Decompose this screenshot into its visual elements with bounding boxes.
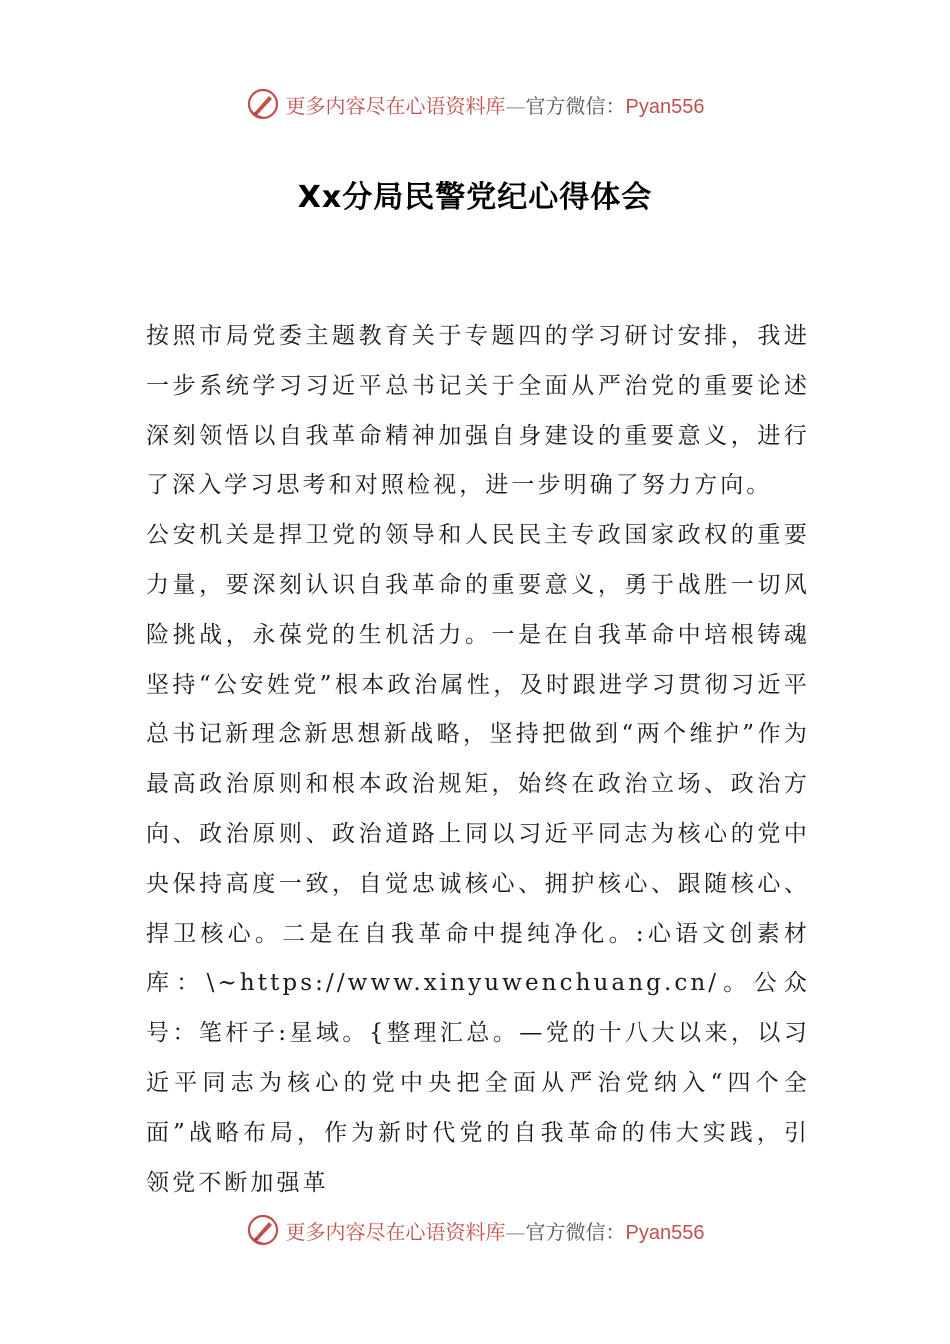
banner-separator: — bbox=[505, 93, 526, 118]
body-paragraph-2: 公安机关是捍卫党的领导和人民民主专政国家政权的重要力量，要深刻认识自我革命的重要意义，勇于战胜一切风险挑战，永葆党的生机活力。一是在自我革命中培根铸魂坚持“公安姓党”根本政治属性，及时跟进学习贯彻习近平总书记新理念新思想新战略，坚持把做到“两个维护”作为最高政治原则和根本政治规矩，始终在政治立场、政治方向、政治原则、政治道路上同以习近平同志为核心的党中央保持高度一致，自觉忠诚核心、拥护核心、跟随核心、捍卫核心。二是在自我革命中提纯净化。:心语文创素材库：\~https://www.xinyuwenchuang.cn/。公众号：笔杆子:星域。{整理汇总。—党的十八大以来，以习近平同志为核心的党中央把全面从严治党纳入“四个全面”战略布局，作为新时代党的自我革命的伟大实践，引领党不断加强革 bbox=[146, 522, 810, 1196]
pen-circle-logo-icon bbox=[246, 1213, 280, 1247]
banner-main-text: 更多内容尽在心语资料库 bbox=[285, 1219, 506, 1244]
banner-wechat-id: Pyan556 bbox=[625, 1221, 705, 1244]
header-banner bbox=[0, 84, 950, 124]
footer-banner bbox=[0, 1210, 950, 1250]
banner-text bbox=[286, 1216, 705, 1245]
document-body bbox=[146, 312, 810, 1208]
banner-separator: — bbox=[505, 1219, 526, 1244]
banner-wechat-label: 官方微信： bbox=[525, 93, 626, 118]
banner-wechat-id: Pyan556 bbox=[625, 95, 705, 118]
document-title: Xx分局民警党纪心得体会 bbox=[297, 180, 653, 215]
banner-main-text: 更多内容尽在心语资料库 bbox=[285, 93, 506, 118]
banner-text bbox=[286, 90, 705, 119]
banner-wechat-label: 官方微信： bbox=[525, 1219, 626, 1244]
body-paragraph-1: 按照市局党委主题教育关于专题四的学习研讨安排，我进一步系统学习习近平总书记关于全面从严治党的重要论述深刻领悟以自我革命精神加强自身建设的重要意义，进行了深入学习思考和对照检视，进一步明确了努力方向。 bbox=[146, 323, 810, 499]
pen-circle-logo-icon bbox=[246, 87, 280, 121]
